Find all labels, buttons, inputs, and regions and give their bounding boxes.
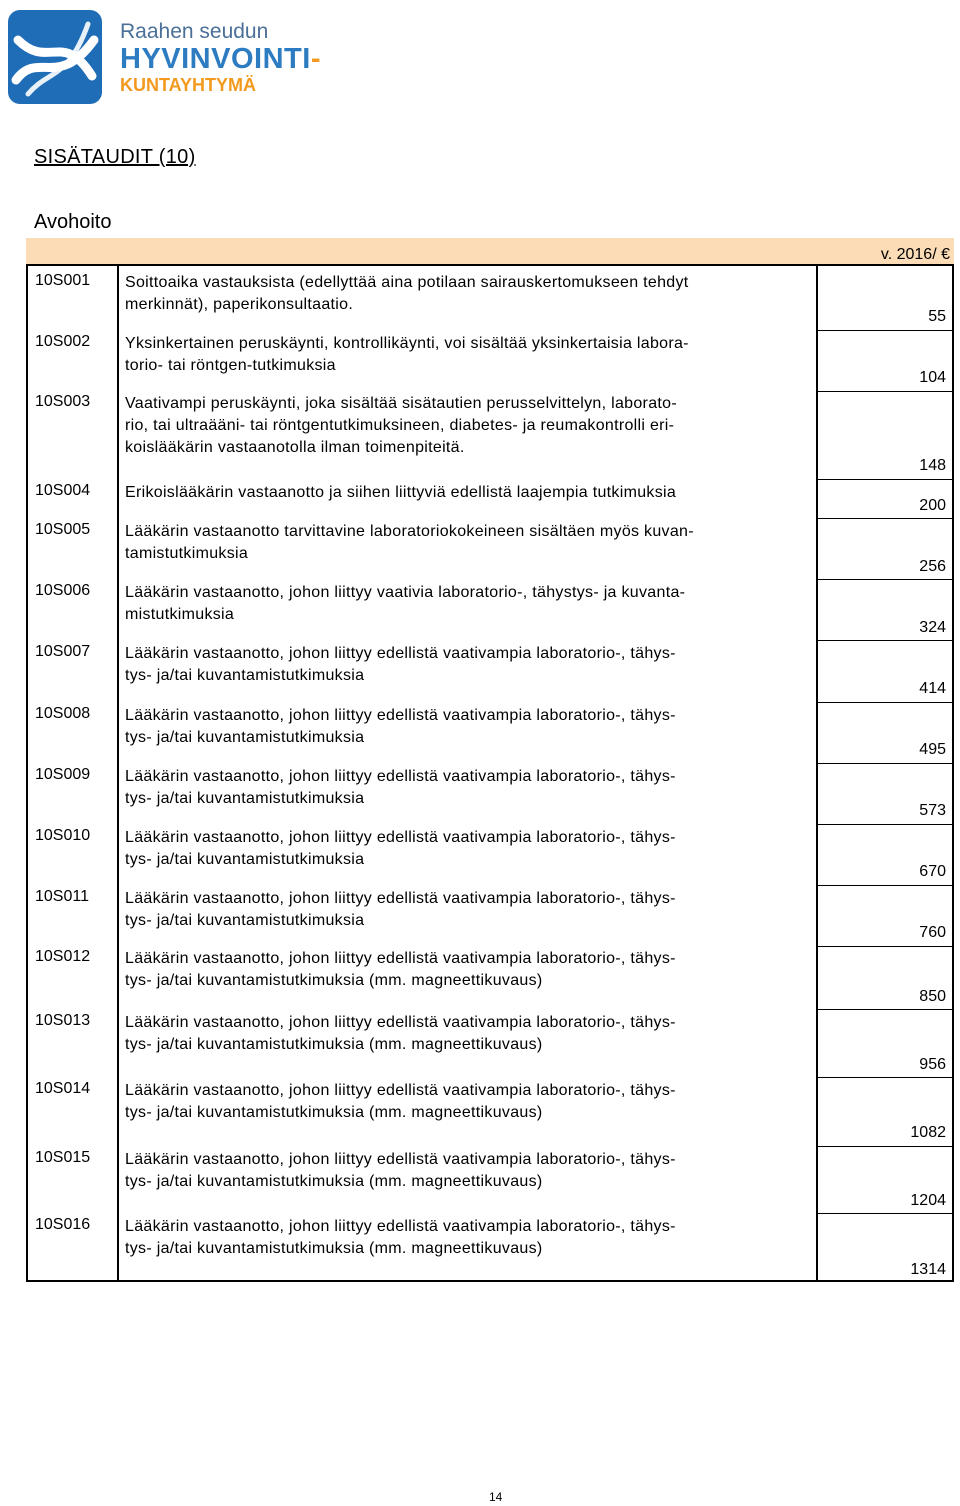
price-row-divider [818, 518, 954, 519]
service-code: 10S008 [35, 705, 91, 722]
service-code: 10S016 [35, 1216, 91, 1233]
service-price: 1204 [910, 1192, 946, 1209]
column-divider [816, 264, 818, 1282]
service-description: Lääkärin vastaanotto, johon liittyy edellistä vaativampia laboratorio-, tähys- tys- ja/tai kuvantamistutkimuksia [125, 645, 676, 684]
service-price: 104 [919, 369, 946, 386]
price-row-divider [818, 330, 954, 331]
service-description: Erikoislääkärin vastaanotto ja siihen liittyviä edellistä laajempia tutkimuksia [125, 484, 677, 501]
service-code: 10S012 [35, 948, 91, 965]
service-description: Yksinkertainen peruskäynti, kontrollikäynti, voi sisältää yksinkertaisia labora- torio- tai röntgen-tutkimuksia [125, 335, 689, 374]
service-code: 10S004 [35, 482, 91, 499]
service-description: Lääkärin vastaanotto, johon liittyy vaativia laboratorio-, tähystys- ja kuvanta- mistutkimuksia [125, 584, 686, 623]
service-price: 760 [919, 924, 946, 941]
service-description: Vaativampi peruskäynti, joka sisältää sisätautien perusselvittelyn, laborato- rio, tai ultraääni- tai röntgentutkimuksineen, diabetes- ja reumakontrolli eri- koislääkärin vastaanotolla ilman toimenpiteitä. [125, 395, 677, 456]
price-row-divider [818, 640, 954, 641]
service-price: 256 [919, 558, 946, 575]
service-code: 10S010 [35, 827, 91, 844]
price-row-divider [818, 702, 954, 703]
price-row-divider [818, 479, 954, 480]
service-price: 200 [919, 497, 946, 514]
price-row-divider [818, 1213, 954, 1214]
price-row-divider [818, 1077, 954, 1078]
price-column-header: v. 2016/ € [880, 246, 950, 263]
price-row-divider [818, 1146, 954, 1147]
service-description: Lääkärin vastaanotto, johon liittyy edellistä vaativampia laboratorio-, tähys- tys- ja/tai kuvantamistutkimuksia (mm. magneettikuvaus) [125, 1082, 676, 1121]
service-code: 10S001 [35, 272, 91, 289]
service-description: Lääkärin vastaanotto, johon liittyy edellistä vaativampia laboratorio-, tähys- tys- ja/tai kuvantamistutkimuksia [125, 707, 676, 746]
service-code: 10S014 [35, 1080, 91, 1097]
page-title: SISÄTAUDIT (10) [34, 146, 196, 168]
logo-dash: - [310, 43, 321, 75]
service-price: 55 [928, 308, 946, 325]
service-price: 670 [919, 863, 946, 880]
service-price: 850 [919, 988, 946, 1005]
service-description: Lääkärin vastaanotto, johon liittyy edellistä vaativampia laboratorio-, tähys- tys- ja/tai kuvantamistutkimuksia (mm. magneettikuvaus) [125, 1014, 676, 1053]
price-row-divider [818, 391, 954, 392]
service-price: 414 [919, 680, 946, 697]
service-code: 10S015 [35, 1149, 91, 1166]
service-code: 10S005 [35, 521, 91, 538]
logo-line-2: HYVINVOINTI [120, 43, 311, 75]
service-price: 573 [919, 802, 946, 819]
service-price: 148 [919, 457, 946, 474]
price-row-divider [818, 946, 954, 947]
service-description: Lääkärin vastaanotto, johon liittyy edellistä vaativampia laboratorio-, tähys- tys- ja/tai kuvantamistutkimuksia (mm. magneettikuvaus) [125, 1151, 676, 1190]
service-description: Lääkärin vastaanotto tarvittavine laboratoriokokeineen sisältäen myös kuvan- tamistutkimuksia [125, 523, 694, 562]
column-divider [117, 264, 119, 1282]
logo-line-3: KUNTAYHTYMÄ [120, 75, 257, 95]
page-number: 14 [489, 1490, 503, 1504]
service-code: 10S011 [35, 888, 89, 905]
service-price: 495 [919, 741, 946, 758]
service-description: Lääkärin vastaanotto, johon liittyy edellistä vaativampia laboratorio-, tähys- tys- ja/tai kuvantamistutkimuksia (mm. magneettikuvaus) [125, 950, 676, 989]
service-description: Lääkärin vastaanotto, johon liittyy edellistä vaativampia laboratorio-, tähys- tys- ja/tai kuvantamistutkimuksia [125, 829, 676, 868]
service-code: 10S003 [35, 393, 91, 410]
service-description: Lääkärin vastaanotto, johon liittyy edellistä vaativampia laboratorio-, tähys- tys- ja/tai kuvantamistutkimuksia (mm. magneettikuvaus) [125, 1218, 676, 1257]
service-code: 10S006 [35, 582, 91, 599]
price-row-divider [818, 579, 954, 580]
service-price: 324 [919, 619, 946, 636]
price-row-divider [818, 885, 954, 886]
knot-logo-icon [8, 10, 102, 104]
service-description: Lääkärin vastaanotto, johon liittyy edellistä vaativampia laboratorio-, tähys- tys- ja/tai kuvantamistutkimuksia [125, 768, 676, 807]
service-code: 10S013 [35, 1012, 91, 1029]
service-description: Lääkärin vastaanotto, johon liittyy edellistä vaativampia laboratorio-, tähys- tys- ja/tai kuvantamistutkimuksia [125, 890, 676, 929]
service-code: 10S002 [35, 333, 91, 350]
service-code: 10S007 [35, 643, 91, 660]
section-title: Avohoito [34, 211, 112, 233]
service-price: 1314 [910, 1261, 946, 1278]
organization-logo [8, 10, 328, 105]
price-row-divider [818, 824, 954, 825]
logo-line-1: Raahen seudun [120, 20, 269, 43]
service-description: Soittoaika vastauksista (edellyttää aina potilaan sairauskertomukseen tehdyt merkinnät), paperikonsultaatio. [125, 274, 689, 313]
service-code: 10S009 [35, 766, 91, 783]
table-header-band [26, 238, 954, 264]
price-row-divider [818, 763, 954, 764]
price-row-divider [818, 1009, 954, 1010]
service-price: 1082 [910, 1124, 946, 1141]
service-price: 956 [919, 1056, 946, 1073]
